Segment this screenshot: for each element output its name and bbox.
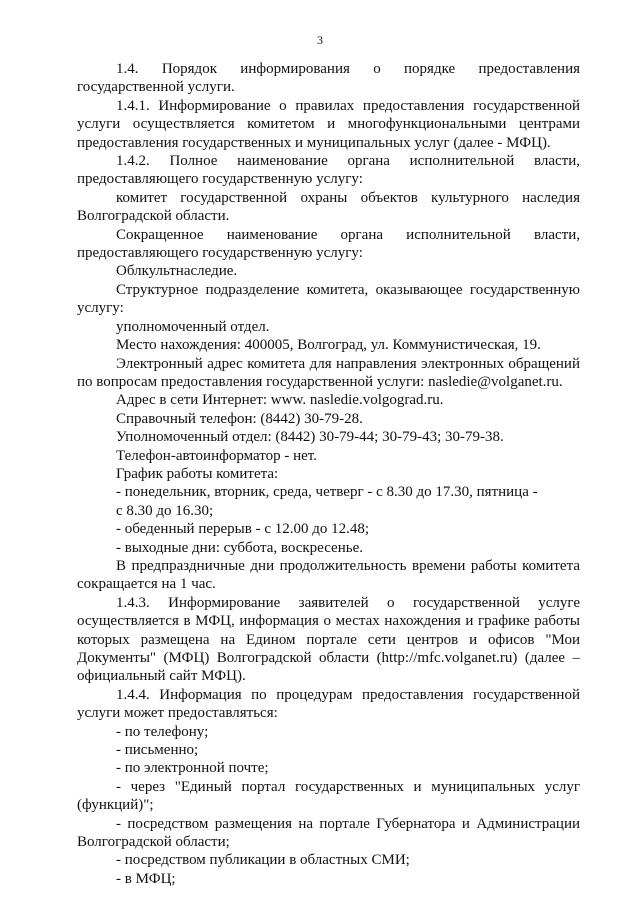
text-line: официальный сайт МФЦ). bbox=[77, 668, 246, 685]
structural-unit-label: Структурное подразделение комитета, оказывающее государственную bbox=[116, 281, 580, 298]
list-item: - посредством размещения на портале Губернатора и Администрации bbox=[116, 815, 580, 832]
text-line: предоставления государственных и муниципальных услуг (далее - МФЦ). bbox=[77, 134, 551, 151]
list-item: - по электронной почте; bbox=[116, 760, 269, 777]
schedule-lunch: - обеденный перерыв - с 12.00 до 12.48; bbox=[116, 521, 370, 538]
text-line: которых размещена на Едином портале сети центров и офисов "Мои bbox=[77, 631, 580, 648]
text-line: государственной услуги. bbox=[77, 79, 235, 96]
text-line: осуществляется в МФЦ, информация о местах нахождения и графике работы bbox=[77, 613, 580, 630]
page-number: 3 bbox=[317, 33, 323, 47]
short-name-label: Сокращенное наименование органа исполнительной власти, bbox=[116, 226, 580, 243]
paragraph-1-4-3: 1.4.3. Информирование заявителей о государственной услуге bbox=[116, 594, 580, 611]
text-line: сокращается на 1 час. bbox=[77, 576, 216, 593]
list-item: - по телефону; bbox=[116, 723, 209, 740]
section-heading-1-4: 1.4. Порядок информирования о порядке предоставления bbox=[116, 61, 580, 77]
schedule-friday: с 8.30 до 16.30; bbox=[116, 502, 214, 519]
schedule-weekend: - выходные дни: суббота, воскресенье. bbox=[116, 539, 363, 556]
list-item: - в МФЦ; bbox=[116, 870, 176, 887]
schedule-label: График работы комитета: bbox=[116, 465, 279, 482]
committee-short-name: Облкультнаследие. bbox=[116, 263, 238, 280]
list-item: - через "Единый портал государственных и муниципальных услуг bbox=[116, 778, 580, 795]
paragraph-1-4-4: 1.4.4. Информация по процедурам предоставления государственной bbox=[116, 686, 580, 703]
schedule-weekdays: - понедельник, вторник, среда, четверг - с 8.30 до 17.30, пятница - bbox=[116, 484, 538, 501]
structural-unit: уполномоченный отдел. bbox=[116, 318, 270, 335]
text-line: услуги может предоставляться: bbox=[77, 705, 278, 722]
text-line: (функций)"; bbox=[77, 797, 154, 814]
reference-phone: Справочный телефон: (8442) 30-79-28. bbox=[116, 410, 363, 427]
text-line: услуги осуществляется комитетом и многофункциональными центрами bbox=[77, 116, 580, 133]
list-item: - посредством публикации в областных СМИ; bbox=[116, 852, 410, 869]
autoinformer-phone: Телефон-автоинформатор - нет. bbox=[116, 447, 317, 464]
location: Место нахождения: 400005, Волгоград, ул. Коммунистическая, 19. bbox=[116, 337, 541, 354]
text-line: предоставляющего государственную услугу: bbox=[77, 171, 363, 188]
text-line: Документы" (МФЦ) Волгоградской области (http://mfc.volganet.ru) (далее – bbox=[77, 650, 580, 666]
committee-full-name: комитет государственной охраны объектов культурного наследия bbox=[116, 189, 580, 206]
email-line: по вопросам предоставления государственной услуги: nasledie@volganet.ru. bbox=[77, 373, 563, 390]
paragraph-1-4-2: 1.4.2. Полное наименование органа исполнительной власти, bbox=[116, 153, 580, 170]
website: Адрес в сети Интернет: www. nasledie.volgograd.ru. bbox=[116, 392, 444, 409]
text-line: Волгоградской области; bbox=[77, 834, 230, 851]
list-item: - письменно; bbox=[116, 742, 199, 759]
holiday-note: В предпраздничные дни продолжительность времени работы комитета bbox=[116, 557, 580, 574]
text-line: Волгоградской области. bbox=[77, 208, 230, 225]
text-line: услугу: bbox=[77, 300, 124, 317]
email-label: Электронный адрес комитета для направления электронных обращений bbox=[116, 355, 580, 372]
paragraph-1-4-1: 1.4.1. Информирование о правилах предоставления государственной bbox=[116, 97, 580, 114]
document-body bbox=[77, 60, 580, 888]
text-line: предоставляющего государственную услугу: bbox=[77, 245, 363, 262]
department-phones: Уполномоченный отдел: (8442) 30-79-44; 30-79-43; 30-79-38. bbox=[116, 429, 504, 446]
